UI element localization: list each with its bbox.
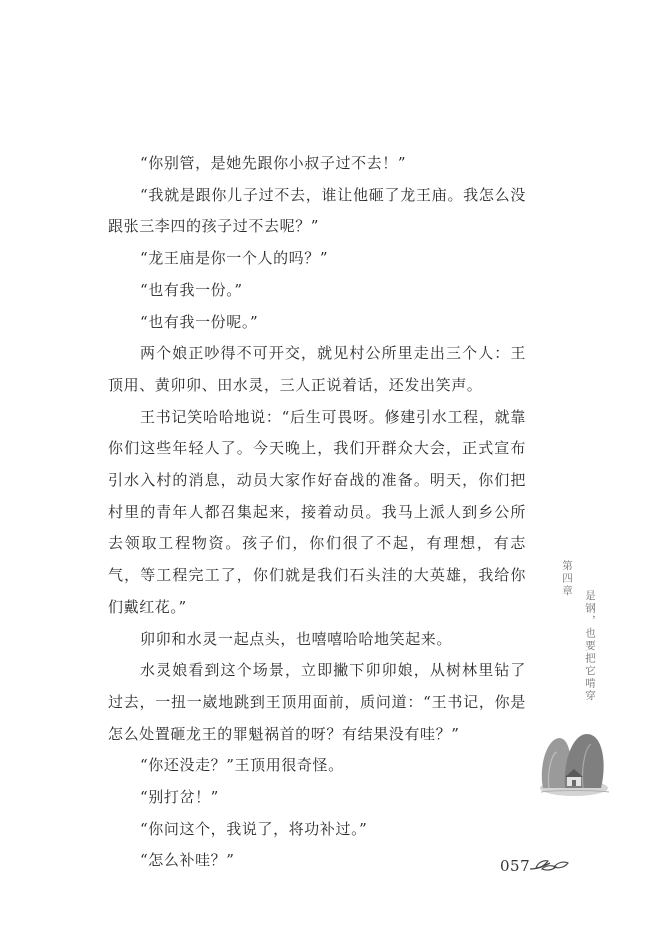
page-number: 057 [500, 857, 531, 875]
paragraph: “你别管，是她先跟你小叔子过不去！” [140, 154, 407, 172]
paragraph: 水灵娘看到这个场景，立即撇下卯卯娘，从树林里钻了过去，一扭一崴地跳到王顶用面前，质问道：“王书记，你是怎么处置砸龙王的罪魁祸首的呀？有结果没有哇？” [108, 661, 526, 743]
chapter-side-tab [549, 560, 609, 703]
chapter-number: 第四章 [561, 560, 573, 598]
paragraph: “你问这个，我说了，将功补过。” [140, 819, 368, 838]
paragraph: 王书记笑哈哈地说：“后生可畏呀。修建引水工程，就靠你们这些年轻人了。今天晚上，我们开群众大会，正式宣布引水入村的消息，动员大家作好奋战的准备。明天，你们把村里的青年人都召集起来，接着动员。我马上派人到乡公所去领取工程物资。孩子们，你们很了不起，有理想，有志气，等工程完工了，你们就是我们石头洼的大英雄，我给你们戴红花。” [108, 407, 526, 616]
paragraph: “我就是跟你儿子过不去，谁让他砸了龙王庙。我怎么没跟张三李四的孩子过不去呢？” [108, 185, 526, 236]
paragraph: “也有我一份。” [140, 280, 243, 299]
paragraph: “怎么补哇？” [140, 851, 235, 870]
paragraph: 卯卯和水灵一起点头，也嘻嘻哈哈地笑起来。 [140, 629, 453, 648]
trees-house-illustration [535, 730, 613, 800]
paragraph: 两个娘正吵得不可开交，就见村公所里走出三个人：王顶用、黄卯卯、田水灵，三人正说着话，还发出笑声。 [108, 344, 526, 394]
chapter-title: 是钢，也要把它啃穿 [584, 590, 596, 703]
paragraph: “龙王庙是你一个人的吗？” [140, 249, 329, 268]
paragraph: “你还没走？”王顶用很奇怪。 [140, 756, 344, 775]
leaf-ornament-icon [528, 857, 572, 875]
paragraph: “也有我一份呢。” [140, 312, 259, 331]
body-text [108, 148, 526, 877]
paragraph: “别打岔！” [140, 788, 219, 807]
